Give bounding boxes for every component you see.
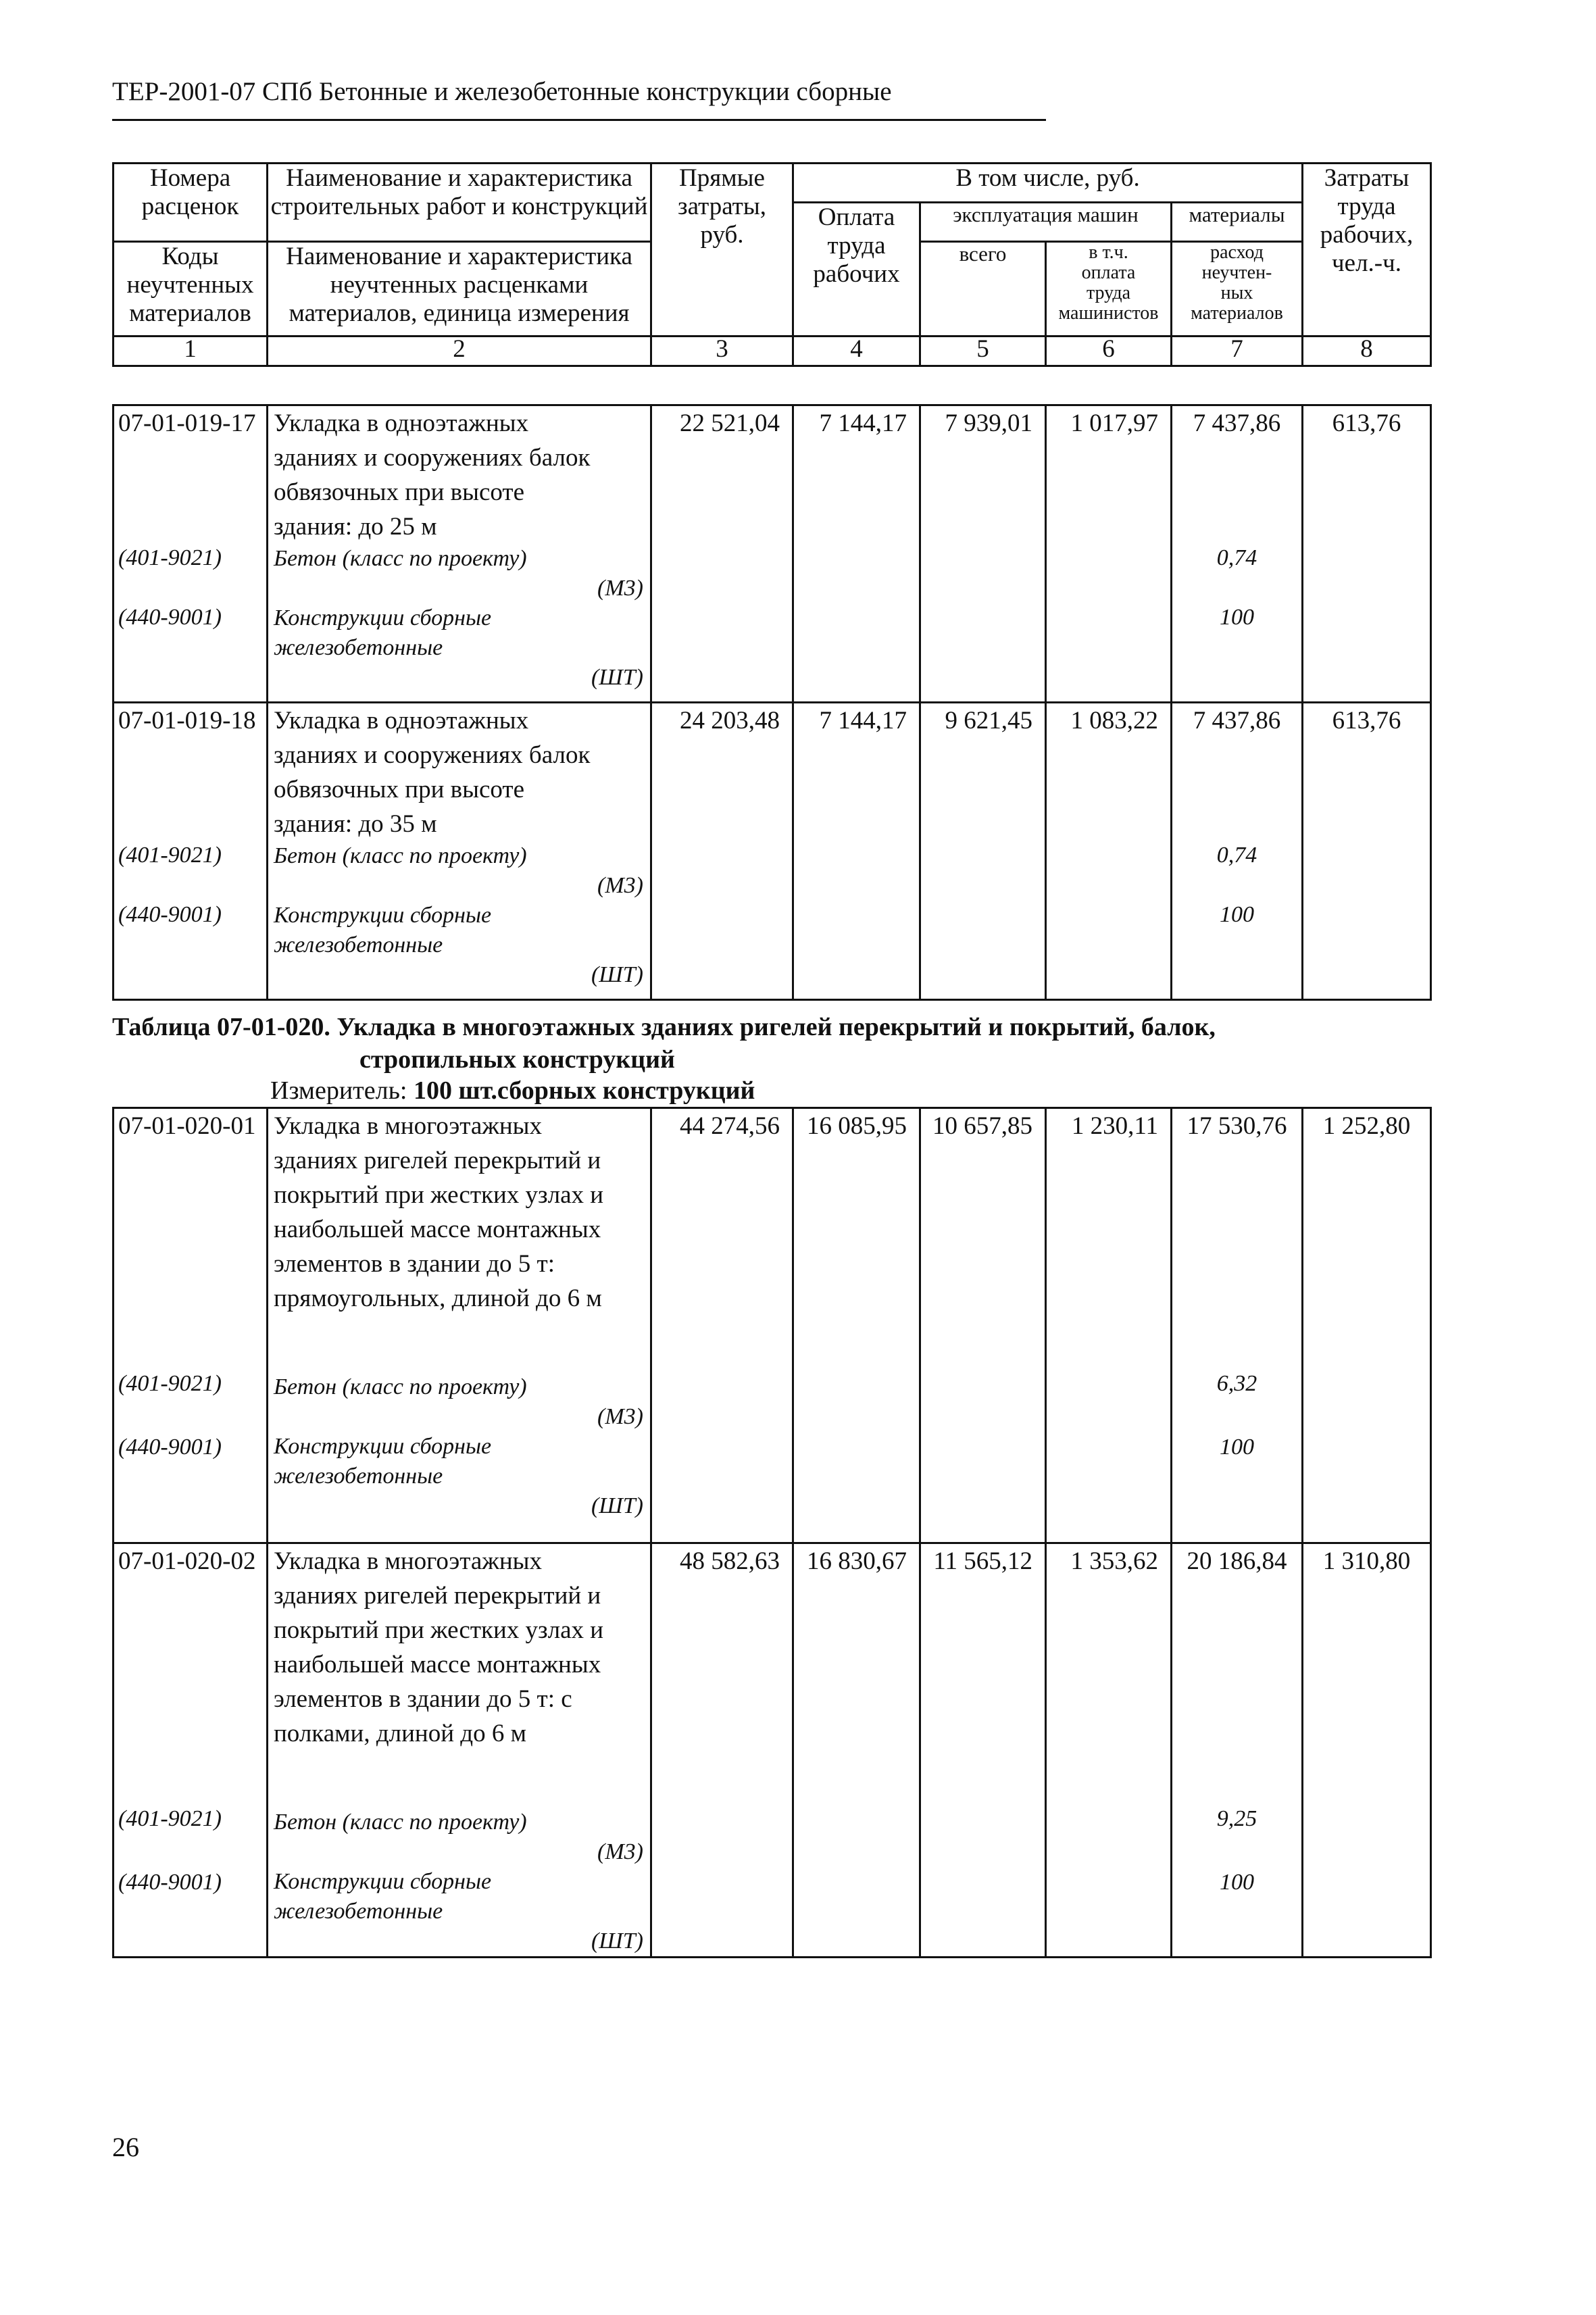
header-direct-costs: Прямые затраты, руб. <box>651 164 793 337</box>
col-number: 1 <box>114 337 268 366</box>
header-column-numbers <box>114 337 1431 366</box>
labor-pay-value: 7 144,17 <box>793 405 920 703</box>
labor-pay-value: 16 085,95 <box>793 1108 920 1543</box>
table-row <box>114 1543 1431 1958</box>
rate-name-cell: Укладка в одноэтажных зданиях и сооружениях балок обвязочных при высоте здания: до 35 м Бетон (класс по проекту) (М3) Конструкции сборные железобетонные (ШТ) <box>268 703 651 1000</box>
rates-table-020 <box>112 1107 1432 1958</box>
direct-cost-value: 22 521,04 <box>651 405 793 703</box>
table-measure: Измеритель: 100 шт.сборных конструкций <box>270 1076 755 1105</box>
direct-cost-value: 24 203,48 <box>651 703 793 1000</box>
header-material-codes: Коды неучтенных материалов <box>114 242 268 337</box>
page-number: 26 <box>112 2132 139 2162</box>
materials-cell: 7 437,86 0,74 100 <box>1172 703 1303 1000</box>
col-number: 7 <box>1172 337 1303 366</box>
header-machines-total: всего <box>920 242 1046 337</box>
title-rule <box>112 119 1046 121</box>
col-number: 2 <box>268 337 651 366</box>
header-machines: эксплуатация машин <box>920 203 1172 242</box>
table-row <box>114 405 1431 703</box>
col-number: 6 <box>1046 337 1172 366</box>
rate-code-cell: 07-01-020-01 (401-9021) (440-9001) <box>114 1108 268 1543</box>
col-number: 3 <box>651 337 793 366</box>
labor-hours-value: 1 310,80 <box>1303 1543 1431 1958</box>
rate-name-cell: Укладка в многоэтажных зданиях ригелей перекрытий и покрытий при жестких узлах и наибольшей массе монтажных элементов в здании до 5 т: прямоугольных, длиной до 6 м Бетон (класс по проекту) (М3) Конструкции сборные железобетонные (ШТ) <box>268 1108 651 1543</box>
labor-hours-value: 1 252,80 <box>1303 1108 1431 1543</box>
header-labor-pay: Оплата труда рабочих <box>793 203 920 337</box>
labor-pay-value: 16 830,67 <box>793 1543 920 1958</box>
machines-value: 11 565,12 <box>920 1543 1046 1958</box>
rate-code-cell: 07-01-020-02 (401-9021) (440-9001) <box>114 1543 268 1958</box>
rate-code-cell: 07-01-019-17 (401-9021) (440-9001) <box>114 405 268 703</box>
header-work-name: Наименование и характеристика строительных работ и конструкций <box>268 164 651 242</box>
header-unaccounted-materials: расход неучтен- ных материалов <box>1172 242 1303 337</box>
header-table <box>112 162 1432 367</box>
col-number: 4 <box>793 337 920 366</box>
col-number: 5 <box>920 337 1046 366</box>
rates-table-019 <box>112 404 1432 1001</box>
materials-cell: 17 530,76 6,32 100 <box>1172 1108 1303 1543</box>
machinists-value: 1 083,22 <box>1046 703 1172 1000</box>
header-material-names: Наименование и характеристика неучтенных расценками материалов, единица измерения <box>268 242 651 337</box>
machines-value: 10 657,85 <box>920 1108 1046 1543</box>
table-row <box>114 703 1431 1000</box>
direct-cost-value: 44 274,56 <box>651 1108 793 1543</box>
machinists-value: 1 353,62 <box>1046 1543 1172 1958</box>
machines-value: 9 621,45 <box>920 703 1046 1000</box>
labor-hours-value: 613,76 <box>1303 703 1431 1000</box>
direct-cost-value: 48 582,63 <box>651 1543 793 1958</box>
header-machinists-pay: в т.ч. оплата труда машинистов <box>1046 242 1172 337</box>
header-rate-numbers: Номера расценок <box>114 164 268 242</box>
table-row <box>114 1108 1431 1543</box>
rate-name-cell: Укладка в многоэтажных зданиях ригелей перекрытий и покрытий при жестких узлах и наибольшей массе монтажных элементов в здании до 5 т: с полками, длиной до 6 м Бетон (класс по проекту) (М3) Конструкции сборные железобетонные (ШТ) <box>268 1543 651 1958</box>
machinists-value: 1 230,11 <box>1046 1108 1172 1543</box>
rate-name-cell: Укладка в одноэтажных зданиях и сооружениях балок обвязочных при высоте здания: до 25 м Бетон (класс по проекту) (М3) Конструкции сборные железобетонные (ШТ) <box>268 405 651 703</box>
rate-code-cell: 07-01-019-18 (401-9021) (440-9001) <box>114 703 268 1000</box>
machines-value: 7 939,01 <box>920 405 1046 703</box>
col-number: 8 <box>1303 337 1431 366</box>
labor-hours-value: 613,76 <box>1303 405 1431 703</box>
header-labor-hours: Затраты труда рабочих, чел.-ч. <box>1303 164 1431 337</box>
machinists-value: 1 017,97 <box>1046 405 1172 703</box>
table-caption: Таблица 07-01-020. Укладка в многоэтажных зданиях ригелей перекрытий и покрытий, балок, стропильных конструкций <box>112 1013 1216 1074</box>
labor-pay-value: 7 144,17 <box>793 703 920 1000</box>
materials-cell: 20 186,84 9,25 100 <box>1172 1543 1303 1958</box>
materials-cell: 7 437,86 0,74 100 <box>1172 405 1303 703</box>
document-title: ТЕР-2001-07 СПб Бетонные и железобетонные конструкции сборные <box>112 77 892 106</box>
header-in-total: В том числе, руб. <box>793 164 1303 203</box>
header-materials: материалы <box>1172 203 1303 242</box>
